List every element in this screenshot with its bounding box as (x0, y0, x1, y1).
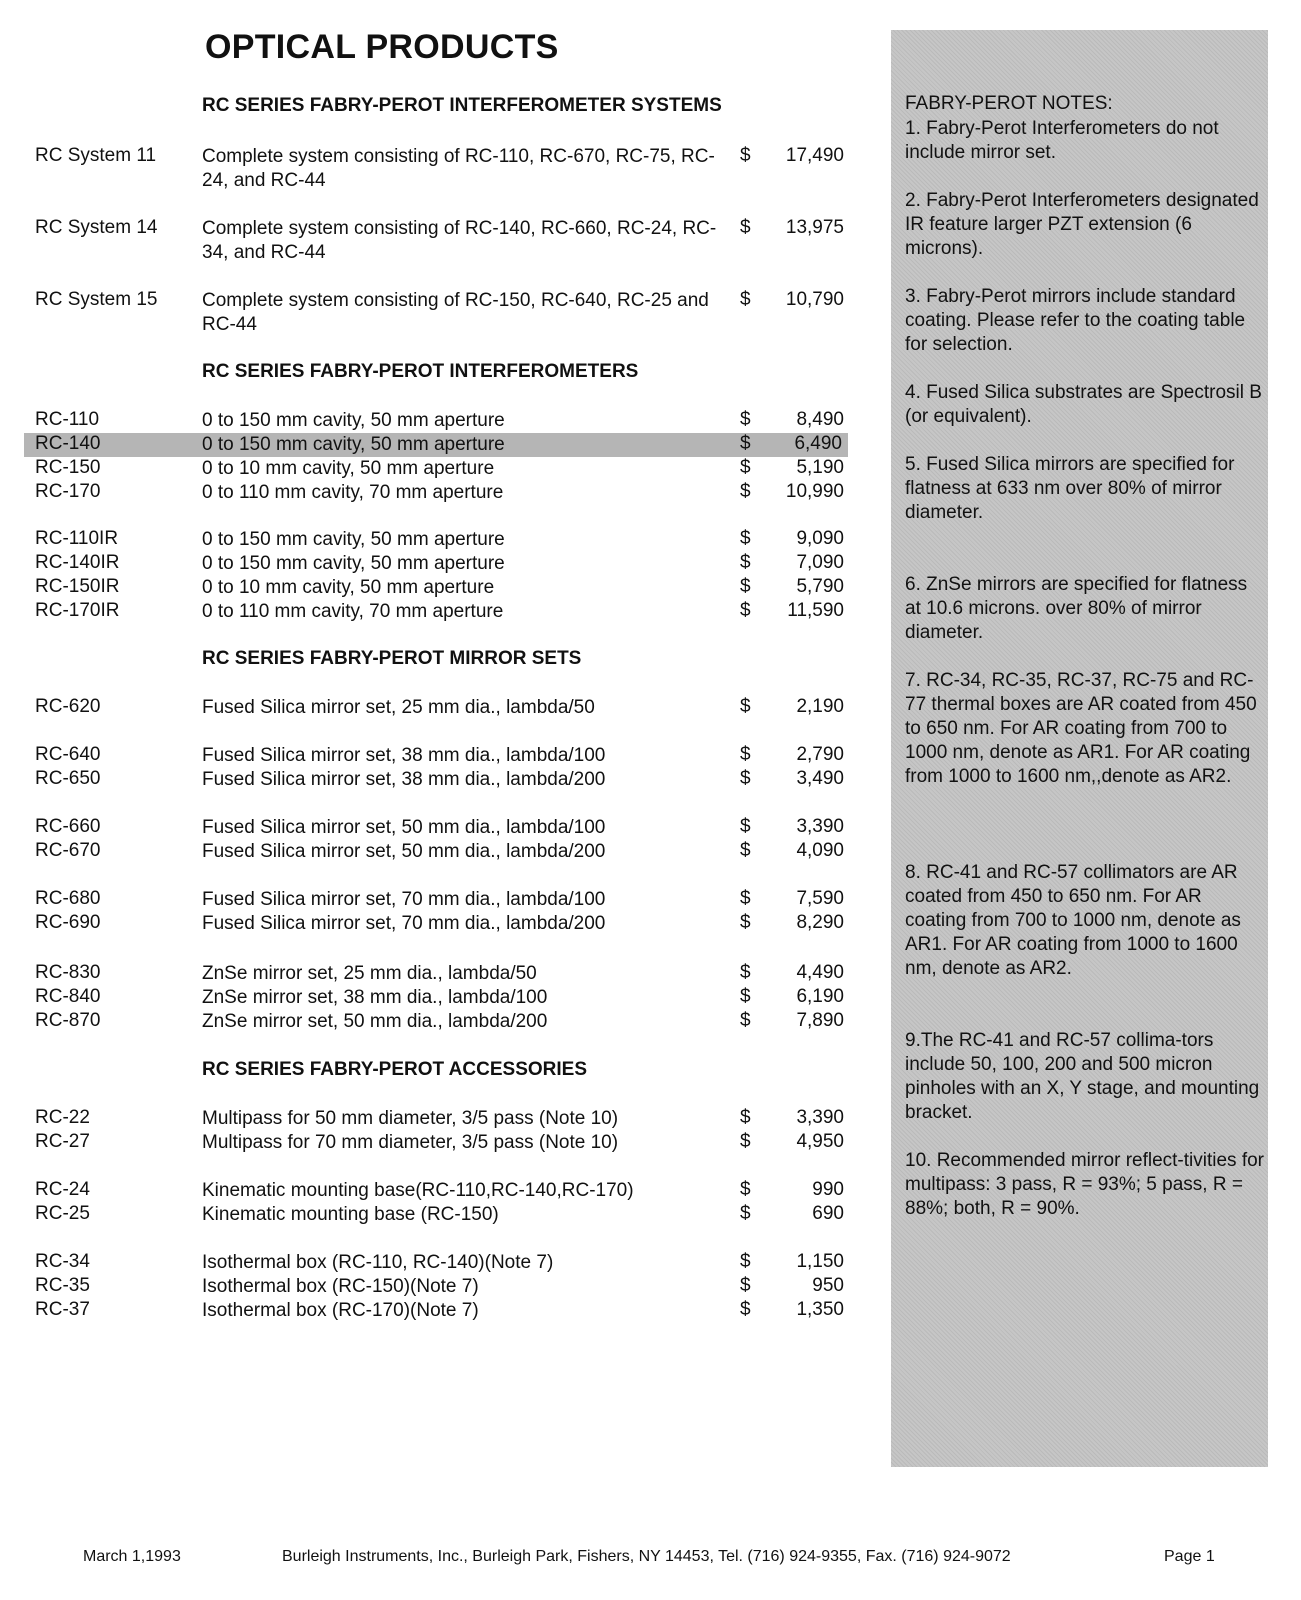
product-code: RC-140IR (35, 552, 120, 573)
product-price: 7,590 (796, 888, 844, 909)
notes-title: FABRY-PEROT NOTES: (905, 93, 1113, 114)
currency-symbol: $ (740, 528, 751, 549)
product-price: 5,790 (796, 576, 844, 597)
product-code: RC-680 (35, 888, 101, 909)
table-row (0, 409, 850, 433)
currency-symbol: $ (740, 145, 751, 166)
product-description: 0 to 110 mm cavity, 70 mm aperture (202, 601, 504, 622)
product-price: 8,490 (796, 409, 844, 430)
currency-symbol: $ (740, 409, 751, 430)
product-code: RC-170 (35, 481, 101, 502)
product-price: 3,490 (796, 768, 844, 789)
product-description: Complete system consisting of RC-140, RC-660, RC-24, RC-34, and RC-44 (202, 218, 717, 263)
product-code: RC-140 (35, 433, 101, 454)
table-row (0, 888, 850, 912)
product-code: RC-27 (35, 1131, 90, 1152)
product-description: 0 to 150 mm cavity, 50 mm aperture (202, 434, 505, 455)
product-price: 6,190 (796, 986, 844, 1007)
product-description: 0 to 150 mm cavity, 50 mm aperture (202, 410, 505, 431)
currency-symbol: $ (740, 816, 751, 837)
table-row (0, 145, 850, 191)
note-item: 10. Recommended mirror reflect-tivities for multipass: 3 pass, R = 93%; 5 pass, R = 88%; both, R = 90%. (905, 1150, 1264, 1219)
product-description: 0 to 10 mm cavity, 50 mm aperture (202, 458, 495, 479)
table-row (0, 1299, 850, 1323)
currency-symbol: $ (740, 481, 751, 502)
currency-symbol: $ (740, 576, 751, 597)
table-row (0, 986, 850, 1010)
currency-symbol: $ (740, 696, 751, 717)
footer-page-number: Page 1 (1164, 1548, 1215, 1565)
product-description: 0 to 10 mm cavity, 50 mm aperture (202, 577, 495, 598)
section-heading-interferometers: RC SERIES FABRY-PEROT INTERFEROMETERS (202, 361, 639, 382)
table-row (0, 962, 850, 986)
table-row (0, 696, 850, 720)
product-description: Complete system consisting of RC-150, RC-640, RC-25 and RC-44 (202, 290, 709, 335)
product-code: RC System 15 (35, 289, 158, 310)
product-price: 950 (812, 1275, 844, 1296)
product-description: Multipass for 70 mm diameter, 3/5 pass (Note 10) (202, 1132, 619, 1153)
product-price: 690 (812, 1203, 844, 1224)
currency-symbol: $ (740, 1179, 751, 1200)
note-item: 3. Fabry-Perot mirrors include standard coating. Please refer to the coating table for selection. (905, 286, 1246, 355)
product-description: 0 to 150 mm cavity, 50 mm aperture (202, 529, 505, 550)
product-code: RC-640 (35, 744, 101, 765)
currency-symbol: $ (740, 1203, 751, 1224)
table-row (0, 768, 850, 792)
product-price: 3,390 (796, 816, 844, 837)
product-code: RC-870 (35, 1010, 101, 1031)
currency-symbol: $ (740, 289, 751, 310)
notes-panel (891, 30, 1268, 1467)
product-code: RC-650 (35, 768, 101, 789)
table-row (0, 840, 850, 864)
product-code: RC-830 (35, 962, 101, 983)
table-row (0, 1179, 850, 1203)
currency-symbol: $ (740, 1131, 751, 1152)
currency-symbol: $ (740, 552, 751, 573)
product-description: Isothermal box (RC-150)(Note 7) (202, 1276, 479, 1297)
product-code: RC-24 (35, 1179, 90, 1200)
product-description: Fused Silica mirror set, 70 mm dia., lambda/200 (202, 913, 606, 934)
currency-symbol: $ (740, 1010, 751, 1031)
product-description: ZnSe mirror set, 50 mm dia., lambda/200 (202, 1011, 548, 1032)
product-code: RC-170IR (35, 600, 120, 621)
currency-symbol: $ (740, 962, 751, 983)
product-description: Kinematic mounting base (RC-150) (202, 1204, 499, 1225)
currency-symbol: $ (740, 1107, 751, 1128)
note-item: 7. RC-34, RC-35, RC-37, RC-75 and RC-77 thermal boxes are AR coated from 450 to 650 nm. For AR coating from 700 to 1000 nm, denote as AR1. For AR coating from 1000 to 1600 nm,,denote as AR2. (905, 670, 1257, 787)
product-price: 2,190 (796, 696, 844, 717)
product-code: RC-25 (35, 1203, 90, 1224)
table-row (0, 1131, 850, 1155)
product-code: RC-690 (35, 912, 101, 933)
product-code: RC-22 (35, 1107, 90, 1128)
product-price: 990 (812, 1179, 844, 1200)
section-heading-mirror-sets: RC SERIES FABRY-PEROT MIRROR SETS (202, 648, 582, 669)
product-description: Multipass for 50 mm diameter, 3/5 pass (Note 10) (202, 1108, 619, 1129)
product-price: 4,090 (796, 840, 844, 861)
product-description: ZnSe mirror set, 38 mm dia., lambda/100 (202, 987, 548, 1008)
currency-symbol: $ (740, 888, 751, 909)
product-description: Isothermal box (RC-110, RC-140)(Note 7) (202, 1252, 554, 1273)
product-price: 17,490 (785, 145, 844, 166)
currency-symbol: $ (740, 600, 751, 621)
section-heading-systems: RC SERIES FABRY-PEROT INTERFEROMETER SYSTEMS (202, 95, 722, 116)
product-description: Fused Silica mirror set, 50 mm dia., lambda/200 (202, 841, 606, 862)
table-row (0, 912, 850, 936)
footer-date: March 1,1993 (83, 1548, 181, 1565)
note-item: 9.The RC-41 and RC-57 collima-tors include 50, 100, 200 and 500 micron pinholes with an X, Y stage, and mounting bracket. (905, 1030, 1260, 1123)
page-title: OPTICAL PRODUCTS (205, 28, 559, 66)
product-description: ZnSe mirror set, 25 mm dia., lambda/50 (202, 963, 537, 984)
product-code: RC-110 (35, 409, 100, 430)
table-row (0, 1251, 850, 1275)
currency-symbol: $ (740, 1275, 751, 1296)
currency-symbol: $ (740, 768, 751, 789)
product-price: 5,190 (796, 457, 844, 478)
table-row-highlighted[interactable] (24, 433, 848, 457)
product-description: Isothermal box (RC-170)(Note 7) (202, 1300, 479, 1321)
product-code: RC-620 (35, 696, 101, 717)
currency-symbol: $ (740, 1251, 751, 1272)
table-row (0, 217, 850, 263)
product-price: 8,290 (796, 912, 844, 933)
product-code: RC System 11 (35, 145, 157, 166)
product-description: Complete system consisting of RC-110, RC-670, RC-75, RC-24, and RC-44 (202, 146, 715, 191)
product-price: 6,490 (794, 433, 842, 454)
product-code: RC-150IR (35, 576, 120, 597)
product-code: RC-35 (35, 1275, 90, 1296)
product-price: 4,490 (796, 962, 844, 983)
product-price: 2,790 (796, 744, 844, 765)
table-row (0, 576, 850, 600)
currency-symbol: $ (740, 217, 751, 238)
product-price: 10,790 (785, 289, 844, 310)
product-description: 0 to 150 mm cavity, 50 mm aperture (202, 553, 505, 574)
product-description: Kinematic mounting base(RC-110,RC-140,RC-170) (202, 1180, 634, 1201)
currency-symbol: $ (740, 840, 751, 861)
product-code: RC-37 (35, 1299, 90, 1320)
currency-symbol: $ (740, 912, 751, 933)
footer-company: Burleigh Instruments, Inc., Burleigh Park, Fishers, NY 14453, Tel. (716) 924-9355, Fax. (716) 924-9072 (282, 1548, 1011, 1565)
table-row (0, 1107, 850, 1131)
table-row (0, 816, 850, 840)
product-description: Fused Silica mirror set, 50 mm dia., lambda/100 (202, 817, 606, 838)
product-code: RC System 14 (35, 217, 158, 238)
table-row (0, 744, 850, 768)
product-price: 1,350 (796, 1299, 844, 1320)
currency-symbol: $ (740, 457, 751, 478)
table-row (0, 600, 850, 624)
table-row (0, 1203, 850, 1227)
product-price: 9,090 (796, 528, 844, 549)
product-description: Fused Silica mirror set, 70 mm dia., lambda/100 (202, 889, 606, 910)
note-item: 5. Fused Silica mirrors are specified for flatness at 633 nm over 80% of mirror diameter. (905, 454, 1235, 523)
product-code: RC-110IR (35, 528, 119, 549)
product-price: 7,890 (796, 1010, 844, 1031)
section-heading-accessories: RC SERIES FABRY-PEROT ACCESSORIES (202, 1059, 587, 1080)
table-row (0, 1010, 850, 1034)
table-row (0, 1275, 850, 1299)
product-code: RC-840 (35, 986, 101, 1007)
note-item: 6. ZnSe mirrors are specified for flatness at 10.6 microns. over 80% of mirror diameter. (905, 574, 1248, 643)
table-row (0, 481, 850, 505)
note-item: 2. Fabry-Perot Interferometers designated IR feature larger PZT extension (6 microns). (905, 190, 1259, 259)
product-price: 10,990 (785, 481, 844, 502)
product-price: 4,950 (796, 1131, 844, 1152)
table-row (0, 457, 850, 481)
currency-symbol: $ (740, 986, 751, 1007)
currency-symbol: $ (740, 744, 751, 765)
table-row (0, 289, 850, 335)
product-description: Fused Silica mirror set, 25 mm dia., lambda/50 (202, 697, 595, 718)
product-description: Fused Silica mirror set, 38 mm dia., lambda/200 (202, 769, 606, 790)
product-price: 11,590 (787, 600, 844, 621)
product-price: 1,150 (796, 1251, 844, 1272)
product-code: RC-34 (35, 1251, 90, 1272)
product-code: RC-150 (35, 457, 101, 478)
product-description: 0 to 110 mm cavity, 70 mm aperture (202, 482, 504, 503)
note-item: 8. RC-41 and RC-57 collimators are AR coated from 450 to 650 nm. For AR coating from 700 to 1000 nm, denote as AR1. For AR coating from 1000 to 1600 nm, denote as AR2. (905, 862, 1241, 979)
product-description: Fused Silica mirror set, 38 mm dia., lambda/100 (202, 745, 606, 766)
product-code: RC-660 (35, 816, 101, 837)
note-item: 1. Fabry-Perot Interferometers do not include mirror set. (905, 118, 1219, 163)
table-row (0, 552, 850, 576)
product-price: 13,975 (785, 217, 844, 238)
product-price: 3,390 (796, 1107, 844, 1128)
currency-symbol: $ (740, 1299, 751, 1320)
currency-symbol: $ (740, 433, 751, 454)
table-row (0, 528, 850, 552)
note-item: 4. Fused Silica substrates are Spectrosil B (or equivalent). (905, 382, 1262, 427)
product-price: 7,090 (796, 552, 844, 573)
product-code: RC-670 (35, 840, 101, 861)
